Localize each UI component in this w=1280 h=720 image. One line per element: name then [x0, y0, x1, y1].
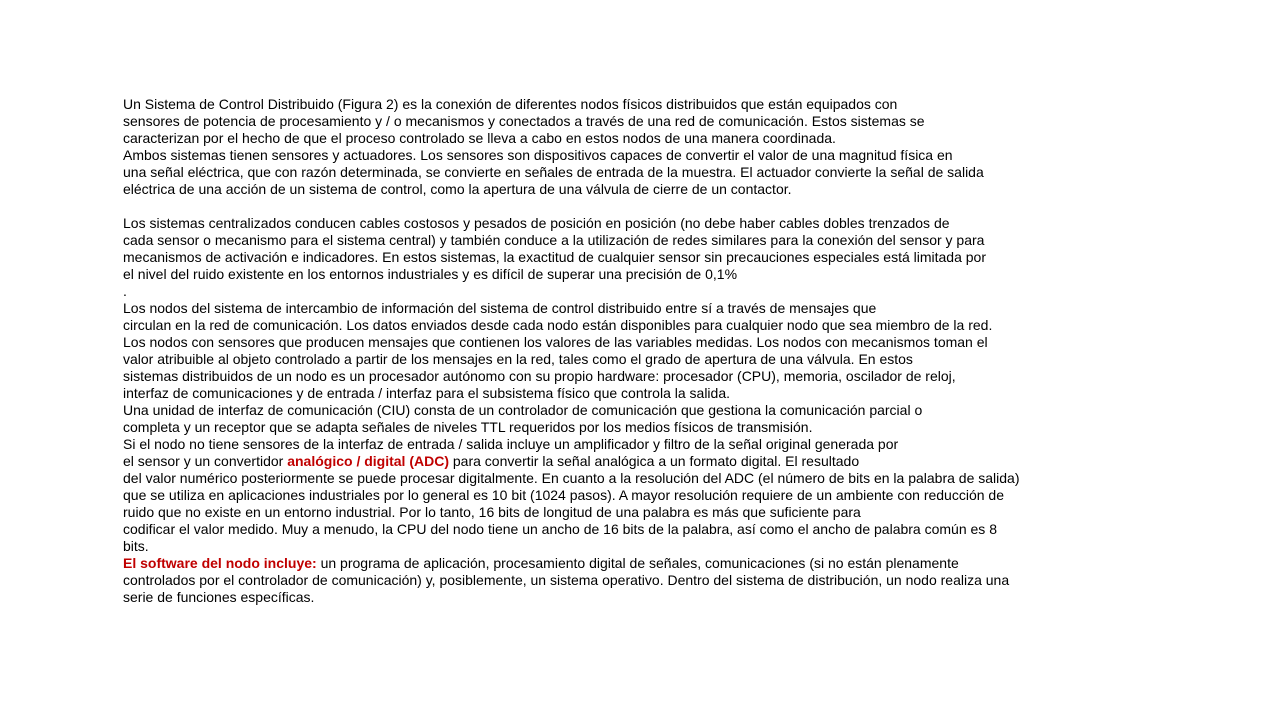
text-line: cada sensor o mecanismo para el sistema central) y también conduce a la utilización de redes similares para la conexión del sensor y para	[123, 232, 985, 248]
text-line: Si el nodo no tiene sensores de la interfaz de entrada / salida incluye un amplificador y filtro de la señal original generada por	[123, 436, 899, 452]
text-line: codificar el valor medido. Muy a menudo, la CPU del nodo tiene un ancho de 16 bits de la palabra, así como el ancho de palabra común es 8	[123, 521, 997, 537]
text-line: que se utiliza en aplicaciones industriales por lo general es 10 bit (1024 pasos). A mayor resolución requiere de un ambiente con reducción de	[123, 487, 1004, 503]
text-line: bits.	[123, 538, 149, 554]
text-line: eléctrica de una acción de un sistema de control, como la apertura de una válvula de cierre de un contactor.	[123, 181, 792, 197]
text-line: .	[123, 283, 127, 299]
text-segment: un programa de aplicación, procesamiento digital de señales, comunicaciones (si no están plenamente	[316, 555, 959, 571]
adc-highlight: analógico / digital (ADC)	[287, 453, 449, 469]
software-highlight: El software del nodo incluye:	[123, 555, 317, 571]
text-line: Una unidad de interfaz de comunicación (CIU) consta de un controlador de comunicación que gestiona la comunicación parcial o	[123, 402, 923, 418]
text-line: ruido que no existe en un entorno industrial. Por lo tanto, 16 bits de longitud de una palabra es más que suficiente para	[123, 504, 861, 520]
text-line: el nivel del ruido existente en los entornos industriales y es difícil de superar una precisión de 0,1%	[123, 266, 738, 282]
text-line: Los sistemas centralizados conducen cables costosos y pesados de posición en posición (no debe haber cables dobles trenzados de	[123, 215, 950, 231]
text-line: Un Sistema de Control Distribuido (Figura 2) es la conexión de diferentes nodos físicos distribuidos que están equipados con	[123, 96, 898, 112]
text-line: sistemas distribuidos de un nodo es un procesador autónomo con su propio hardware: procesador (CPU), memoria, oscilador de reloj,	[123, 368, 956, 384]
text-line: serie de funciones específicas.	[123, 589, 315, 605]
text-line: controlados por el controlador de comunicación) y, posiblemente, un sistema operativo. Dentro del sistema de distribución, un nodo realiza una	[123, 572, 1010, 588]
text-line: Los nodos con sensores que producen mensajes que contienen los valores de las variables medidas. Los nodos con mecanismos toman el	[123, 334, 988, 350]
text-line: del valor numérico posteriormente se puede procesar digitalmente. En cuanto a la resolución del ADC (el número de bits en la palabra de salida)	[123, 470, 1020, 486]
text-line: caracterizan por el hecho de que el proceso controlado se lleva a cabo en estos nodos de una manera coordinada.	[123, 130, 836, 146]
text-line: interfaz de comunicaciones y de entrada / interfaz para el subsistema físico que controla la salida.	[123, 385, 730, 401]
text-line: valor atribuible al objeto controlado a partir de los mensajes en la red, tales como el grado de apertura de una válvula. En estos	[123, 351, 913, 367]
text-line: completa y un receptor que se adapta señales de niveles TTL requeridos por los medios físicos de transmisión.	[123, 419, 813, 435]
text-line: sensores de potencia de procesamiento y / o mecanismos y conectados a través de una red de comunicación. Estos sistemas se	[123, 113, 925, 129]
text-line: Ambos sistemas tienen sensores y actuadores. Los sensores son dispositivos capaces de convertir el valor de una magnitud física en	[123, 147, 953, 163]
text-segment: para convertir la señal analógica a un formato digital. El resultado	[448, 453, 860, 469]
text-line: Los nodos del sistema de intercambio de información del sistema de control distribuido entre sí a través de mensajes que	[123, 300, 877, 316]
text-line	[123, 453, 1173, 470]
text-line: una señal eléctrica, que con razón determinada, se convierte en señales de entrada de la muestra. El actuador convierte la señal de salida	[123, 164, 984, 180]
paragraph-spacer	[123, 198, 1173, 215]
body-text	[123, 96, 1173, 606]
text-line: circulan en la red de comunicación. Los datos enviados desde cada nodo están disponibles para cualquier nodo que sea miembro de la red.	[123, 317, 993, 333]
text-line	[123, 555, 1173, 572]
text-line: mecanismos de activación e indicadores. En estos sistemas, la exactitud de cualquier sensor sin precauciones especiales está limitada por	[123, 249, 987, 265]
text-segment: el sensor y un convertidor	[123, 453, 288, 469]
